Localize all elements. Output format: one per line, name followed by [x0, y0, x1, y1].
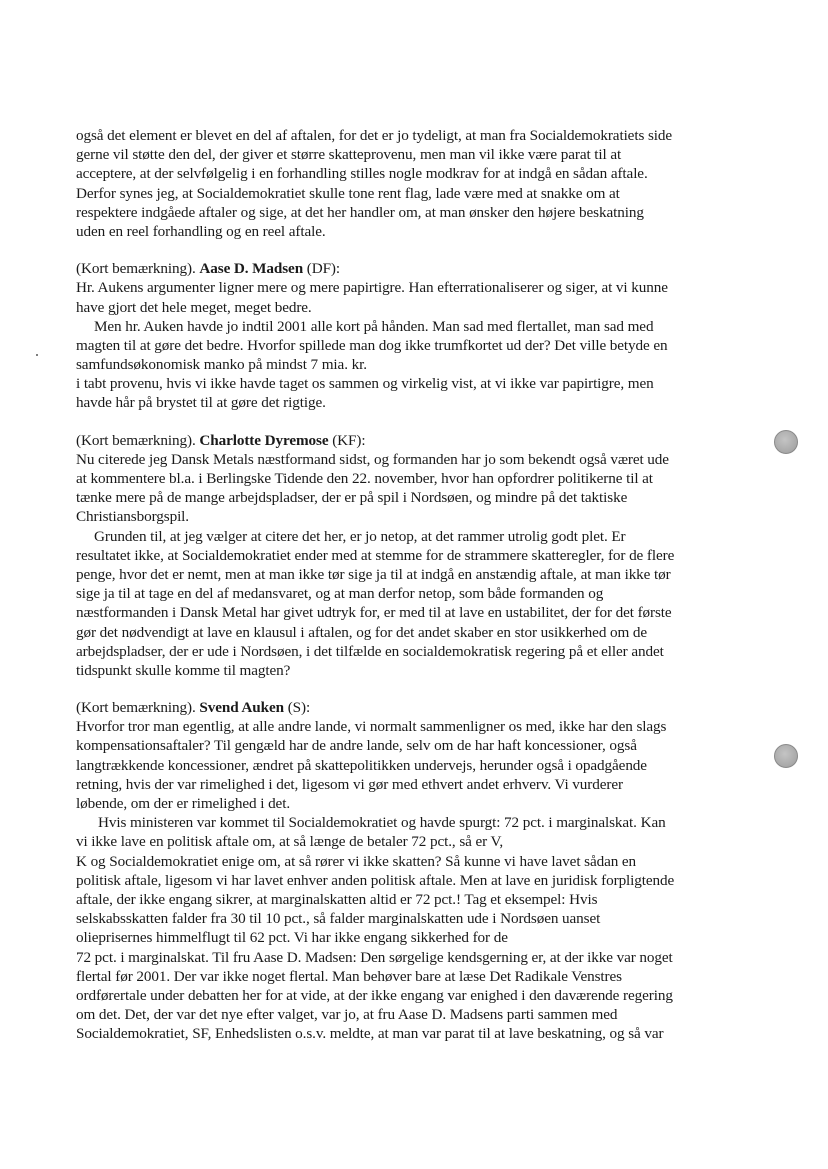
text-line: uden en reel forhandling og en reel aftale. — [76, 222, 326, 240]
text-line: penge, hvor det er nemt, men at man ikke tør sige ja til at indgå en anstændig aftale, at man ikke tør — [76, 565, 671, 583]
speaker-party: (KF): — [332, 431, 366, 449]
text-line: have gjort det hele meget, meget bedre. — [76, 298, 312, 316]
text-line: Hr. Aukens argumenter ligner mere og mere papirtigre. Han efterrationaliserer og siger, at vi kunne — [76, 279, 668, 297]
text-line: langtrækkende koncessioner, ændret på skattepolitikken undervejs, herunder også i opadgående — [76, 756, 647, 774]
text-line: samfundsøkonomisk manko på mindst 7 mia. kr. — [76, 356, 367, 374]
text-line: Derfor synes jeg, at Socialdemokratiet skulle tone rent flag, lade være med at snakke om at — [76, 184, 620, 202]
statement-madsen — [76, 259, 766, 413]
text-line: tænke mere på de mange arbejdspladser, der er på spil i Nordsøen, og mindre på det taktiske — [76, 489, 628, 507]
text-line: magten til at gøre det bedre. Hvorfor spillede man dog ikke trumfkortet ud der? Det ville betyde en — [76, 336, 668, 354]
statement-dyremose — [76, 431, 766, 680]
text-line: 72 pct. i marginalskat. Til fru Aase D. Madsen: Den sørgelige kendsgerning er, at der ikke var noget — [76, 948, 673, 966]
speaker-party: (S): — [287, 699, 311, 717]
text-line: tidspunkt skulle komme til magten? — [76, 661, 291, 679]
text-line: at kommentere bl.a. i Berlingske Tidende den 22. november, hvor han opfordrer politikerne til at — [76, 470, 653, 487]
speaker-heading — [76, 698, 766, 717]
text-line: kompensationsaftaler? Til gengæld har de andre lande, selv om de har haft koncessioner, også — [76, 737, 637, 755]
text-line: Hvis ministeren var kommet til Socialdemokratiet og havde spurgt: 72 pct. i marginalskat. Kan — [98, 814, 666, 832]
text-line: næstformanden i Dansk Metal har givet udtryk for, er med til at lave en ustabilitet, der for det første — [76, 604, 672, 622]
speaker-name: Aase D. Madsen — [199, 260, 304, 278]
text-line: ordførertale under debatten her for at vide, at der ikke engang var enighed i den daværende regering — [76, 986, 673, 1004]
speaker-name: Svend Auken — [199, 699, 284, 717]
text-line: om det. Det, der var det nye efter valget, var jo, at fru Aase D. Madsens parti sammen med — [76, 1006, 618, 1024]
text-line: Men hr. Auken havde jo indtil 2001 alle kort på hånden. Man sad med flertallet, man sad med — [94, 317, 654, 335]
document-body — [76, 126, 766, 1043]
text-line: arbejdspladser, der er ude i Nordsøen, i det tilfælde en socialdemokratisk regering på et eller andet — [76, 642, 664, 660]
scan-speck — [36, 354, 38, 356]
text-line: selskabsskatten falder fra 30 til 10 pct., så falder marginalskatten ude i Nordsøen uanset — [76, 910, 601, 928]
text-line: retning, hvis der var rimelighed i det, ligesom vi gør med ethvert andet erhverv. Vi vurderer — [76, 775, 623, 793]
text-line: havde hår på brystet til at gøre det rigtige. — [76, 394, 326, 412]
text-line: gør det nødvendigt at lave en klausul i aftalen, og for det andet skaber en stor usikkerhed om de — [76, 623, 648, 641]
text-line: Christiansborgspil. — [76, 508, 189, 526]
heading-prefix: (Kort bemærkning). — [76, 431, 196, 449]
text-line: Socialdemokratiet, SF, Enhedslisten o.s.v. meldte, at man var parat til at lave beskatning, og så var — [76, 1025, 664, 1043]
text-line: flertal før 2001. Der var ikke noget flertal. Man behøver bare at læse Det Radikale Venstres — [76, 967, 622, 985]
text-line: også det element er blevet en del af aftalen, for det er jo tydeligt, at man fra Socialdemokratiets side — [76, 127, 673, 144]
text-line: sige ja til at tage en del af medansvaret, og at man derfor netop, som både formanden og — [76, 585, 604, 603]
text-line: vi ikke lave en politisk aftale om, at så længe de betaler 72 pct., så er V, — [76, 833, 504, 851]
text-line: i tabt provenu, hvis vi ikke havde taget os sammen og virkelig vist, at vi ikke var papirtigre, men — [76, 375, 654, 393]
text-line: olieprisernes himmelflugt til 62 pct. Vi har ikke engang sikkerhed for de — [76, 929, 508, 947]
speaker-name: Charlotte Dyremose — [199, 431, 329, 449]
statement-auken — [76, 698, 766, 1043]
text-line: acceptere, at der selvfølgelig i en forhandling stilles nogle modkrav for at indgå en sådan aftale. — [76, 165, 648, 183]
heading-prefix: (Kort bemærkning). — [76, 699, 196, 717]
text-line: løbende, om der er rimelighed i det. — [76, 795, 291, 812]
punch-hole-icon — [774, 744, 798, 768]
text-line: aftale, der ikke engang sikrer, at marginalskatten altid er 72 pct.! Tag et eksempel: Hvis — [76, 890, 598, 908]
punch-hole-icon — [774, 430, 798, 454]
paragraph-intro — [76, 126, 766, 241]
text-line: gerne vil støtte den del, der giver et større skatteprovenu, men man vil ikke være parat til at — [76, 146, 622, 164]
text-line: Grunden til, at jeg vælger at citere det her, er jo netop, at det rammer utrolig godt plet. Er — [94, 527, 626, 545]
text-line: Hvorfor tror man egentlig, at alle andre lande, vi normalt sammenligner os med, ikke har den slags — [76, 718, 667, 736]
text-line: respektere indgåede aftaler og sige, at det her handler om, at man ønsker den højere beskatning — [76, 203, 644, 221]
text-line: resultatet ikke, at Socialdemokratiet ender med at stemme for de strammere skatteregler, for de flere — [76, 546, 675, 564]
text-line: Nu citerede jeg Dansk Metals næstformand sidst, og formanden har jo som bekendt også været ude — [76, 450, 669, 468]
heading-prefix: (Kort bemærkning). — [76, 260, 196, 278]
text-line: K og Socialdemokratiet enige om, at så rører vi ikke skatten? Så kunne vi have lavet sådan en — [76, 852, 637, 870]
speaker-heading — [76, 259, 766, 278]
speaker-party: (DF): — [306, 260, 340, 278]
text-line: politisk aftale, ligesom vi har lavet enhver anden politisk aftale. Men at lave en juridisk forpligtende — [76, 871, 675, 889]
speaker-heading — [76, 431, 766, 450]
